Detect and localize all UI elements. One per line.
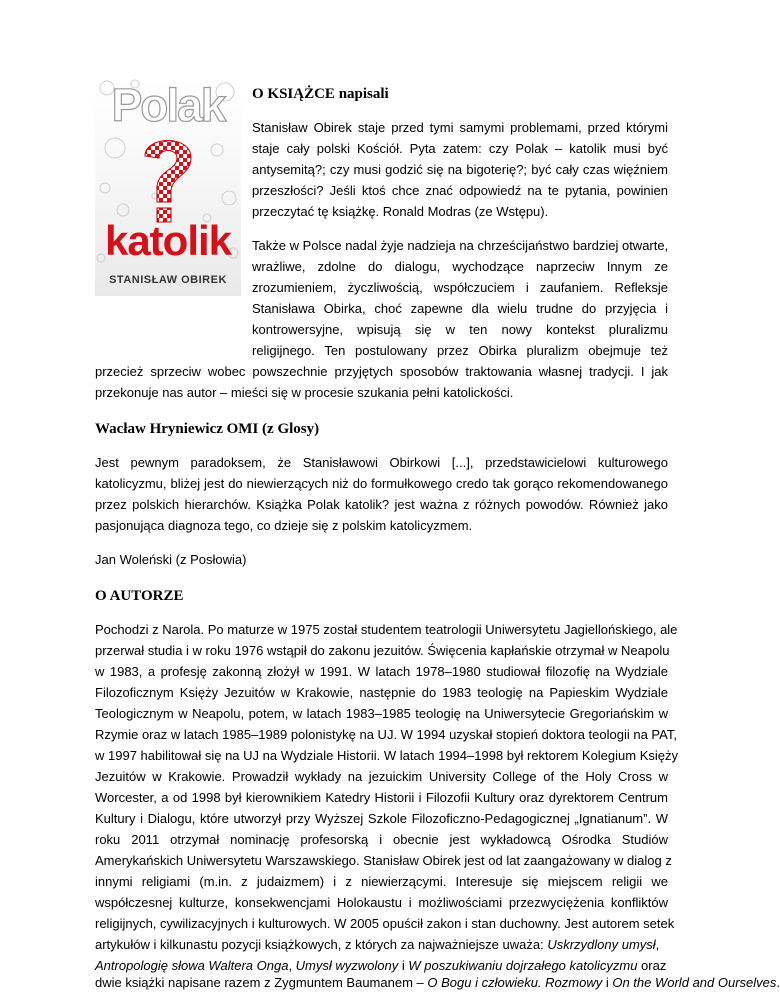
text-run: , [655, 937, 660, 952]
text-line: Jest pewnym paradoksem, że Stanisławowi Obirkowi [...], przedstawicielowi kulturowego [95, 455, 668, 470]
text-line: staje cały polski Kościół. Pyta zatem: czy Polak – katolik musi być [252, 141, 668, 156]
book-title-uskrzydlony: Uskrzydlony umysł [547, 937, 656, 952]
text-line: katolicyzmu, bliżej jest do niewierzących niż do formułkowego credo tak gorąco rekomendowanego [95, 476, 668, 491]
text-run: dwie książki napisane razem z Zygmuntem Baumanem – [95, 975, 428, 990]
text-line: wrażliwe, zdolne do dialogu, wychodzące naprzeciw Innym ze [252, 259, 668, 274]
text-line: przeszłości? Jeśli ktoś chce znać odpowiedź na te pytania, powinien [252, 183, 668, 198]
text-line: Także w Polsce nadal żyje nadzieja na chrześcijaństwo bardziej otwarte, [252, 238, 669, 253]
text-line [95, 975, 780, 991]
heading-about-book: O KSIĄŻCE napisali [252, 86, 389, 102]
text-run: i [602, 975, 613, 990]
book-title-w-poszukiwaniu: W poszukiwaniu dojrzałego katolicyzmu [408, 958, 638, 973]
text-run: , [288, 958, 296, 973]
text-run: i [398, 958, 409, 973]
cover-title-bottom: katolik [104, 217, 232, 264]
text-line: religijnych, cywilizacyjnych i kulturowych. W 2005 opuścił zakon i stan duchowny. Jest autorem setek [95, 916, 675, 931]
attribution-line: Jan Woleński (z Posłowia) [95, 552, 247, 567]
book-title-on-the-world-cont: and Ourselves [692, 975, 777, 990]
text-line: Worcester, a od 1998 był kierownikiem Katedry Historii i Filozofii Kultury oraz dyrektorem Centrum [95, 790, 668, 805]
text-line: w 1983, a profesję zakonną złożył w 1991. W latach 1978–1980 studiował filozofię na Wydziale [95, 664, 668, 679]
question-mark-shape [145, 141, 191, 203]
text-line: Rzymie oraz w latach 1985–1989 polonistykę na UJ. W 1994 uzyskał stopień doktora teologii na PAT, [95, 727, 677, 742]
book-title-antropologia: Antropologię słowa Waltera Onga [95, 958, 289, 973]
text-line: innymi religiami (m.in. z judaizmem) i z niewierzącymi. Interesuje się miejscem religii we [95, 874, 668, 889]
text-line: przekonuje nas autor – mieści się w procesie szukania pełni katolickości. [95, 385, 514, 400]
text-line: antysemitą?; czy musi godzić się na bigoterię?; być cały czas więźniem [252, 162, 668, 177]
heading-about-author: O AUTORZE [95, 588, 184, 604]
text-line: Jezuitów w Krakowie. Prowadził wykłady na jezuickim University College of the Holy Cross w [95, 769, 668, 784]
cover-title-top: Polak [111, 79, 225, 131]
text-line: roku 2011 otrzymał nominację profesorską i obecnie jest wykładowcą Ośrodka Studiów [95, 832, 668, 847]
text-line: przerwał studia i w roku 1976 wstąpił do zakonu jezuitów. Święcenia kapłańskie otrzymał w Neapolu [95, 643, 670, 658]
text-run: . [776, 975, 780, 990]
text-line: Teologicznym w Neapolu, potem, w latach 1983–1985 teologię na Uniwersytecie Gregoriańskim w [95, 706, 668, 721]
text-line: kontrowersyjne, wpisują się w ten nowy kontekst pluralizmu [252, 322, 668, 337]
book-title-on-the-world: On the World [612, 975, 689, 990]
text-line: Stanisław Obirek staje przed tymi samymi problemami, przed którymi [252, 120, 668, 135]
text-run: artykułów i kilkunastu pozycji książkowych, z których za najważniejsze uważa: [95, 937, 544, 952]
book-cover-image [95, 78, 241, 296]
text-line: religijnego. Ten postulowany przez Obirka pluralizm obejmuje też [252, 343, 668, 358]
cover-author: STANISŁAW OBIREK [109, 274, 227, 286]
text-line: Stanisława Obirka, choć zapewne dla wielu trudne do przyjęcia i [252, 301, 668, 316]
text-line: Filozoficznym Księży Jezuitów w Krakowie, następnie do 1983 teologię na Papieskim Wydziale [95, 685, 668, 700]
text-line: przecież sprzeciw wobec powszechnie przyjętych sposobów traktowania własnej tradycji. I jak [95, 364, 668, 379]
text-line: przeczytać tę książkę. Ronald Modras (ze Wstępu). [252, 204, 549, 219]
text-line: Amerykańskich Uniwersytetu Warszawskiego. Stanisław Obirek jest od lat zaangażowany w dialog z [95, 853, 672, 868]
heading-hryniewicz: Wacław Hryniewicz OMI (z Glosy) [95, 421, 320, 437]
text-line: Kultury i Dialogu, które utworzył przy Wyższej Szkole Filozoficzno-Pedagogicznej „Ignatianum”. W [95, 811, 668, 826]
book-title-o-bogu: O Bogu i człowieku. Rozmowy [427, 975, 603, 990]
text-line: zrozumieniem, życzliwością, współczuciem i zaufaniem. Refleksje [252, 280, 668, 295]
text-run: oraz [637, 958, 667, 973]
text-line: Pochodzi z Narola. Po maturze w 1975 został studentem teatrologii Uniwersytetu Jagiellońskiego, ale [95, 622, 678, 637]
text-line: współczesnej kulturze, konsekwencjami Holokaustu i możliwościami przezwyciężenia konfliktów [95, 895, 668, 910]
text-line: pasjonująca diagnoza tego, co dzieje się z polskim katolicyzmem. [95, 518, 473, 533]
text-line [95, 937, 668, 953]
text-line: przez polskich hierarchów. Książka Polak katolik? jest ważna z różnych powodów. Również jako [95, 497, 668, 512]
book-title-umysl-wyzwolony: Umysł wyzwolony [295, 958, 399, 973]
text-line: w 1997 habilitował się na UJ na Wydziale Historii. W latach 1994–1998 był rektorem Kolegium Księży [95, 748, 678, 763]
text-line [95, 958, 668, 974]
